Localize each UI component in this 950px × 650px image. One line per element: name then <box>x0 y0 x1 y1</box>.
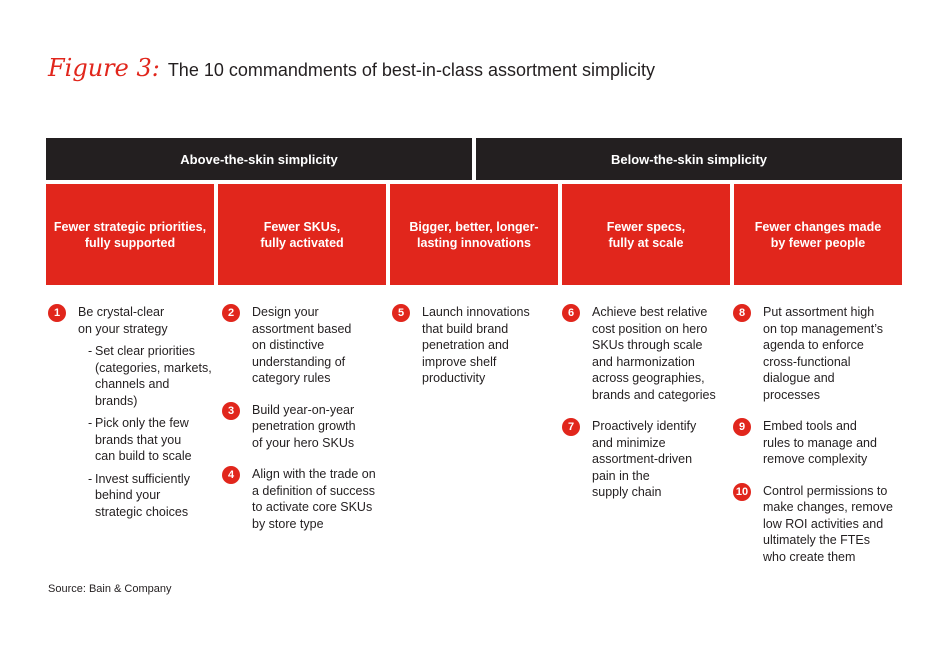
text-line: brands and categories <box>592 387 716 402</box>
category-specs <box>562 184 730 285</box>
column-4 <box>562 304 732 516</box>
text-line: Proactively identify <box>592 419 697 433</box>
text-line: channels and brands) <box>95 377 170 408</box>
text-line: remove complexity <box>763 452 868 466</box>
text-line: Control permissions to <box>763 483 888 498</box>
text-line: can build to scale <box>95 449 192 463</box>
text-line: across geographies, <box>592 371 705 385</box>
text-line: strategic choices <box>95 504 189 519</box>
commandment-item <box>733 304 903 403</box>
category-innovations <box>390 184 558 285</box>
text-line: by store type <box>252 516 324 531</box>
number-badge: 6 <box>562 304 580 322</box>
text-line: (categories, markets, <box>95 360 212 375</box>
commandment-text <box>78 304 213 337</box>
text-line: cross-functional <box>763 354 851 369</box>
text-line: penetration and <box>422 338 509 352</box>
commandment-text <box>252 304 387 387</box>
sub-point: - Invest sufficiently behind your strategic choices <box>88 471 213 521</box>
text-line: Be crystal-clear <box>78 305 165 319</box>
column-5 <box>733 304 903 580</box>
text-line: improve shelf <box>422 354 497 369</box>
commandment-item <box>733 418 903 468</box>
commandment-item <box>562 304 732 403</box>
category-line: Fewer SKUs, <box>263 219 341 234</box>
text-line: Invest sufficiently <box>95 471 190 486</box>
sub-point: - Pick only the few brands that you can build to scale <box>88 415 213 465</box>
figure-label: Figure 3: <box>48 54 160 82</box>
number-badge: 8 <box>733 304 751 322</box>
commandment-item <box>392 304 557 387</box>
number-badge: 10 <box>733 483 751 501</box>
commandment-item <box>222 304 387 387</box>
number-badge: 4 <box>222 466 240 484</box>
commandment-item <box>562 418 732 501</box>
category-line: lasting innovations <box>417 235 531 250</box>
text-line: assortment-driven <box>592 452 693 466</box>
text-line: penetration growth <box>252 419 356 433</box>
text-line: and harmonization <box>592 354 695 369</box>
sub-point-list <box>78 343 213 520</box>
figure-title-text: The 10 commandments of best-in-class assortment simplicity <box>167 60 655 80</box>
text-line: that build brand <box>422 321 509 336</box>
text-line: Launch innovations <box>422 305 530 319</box>
text-line: of your hero SKUs <box>252 435 355 450</box>
category-line: Fewer changes made <box>754 219 882 234</box>
text-line: agenda to enforce <box>763 338 864 352</box>
text-line: on distinctive <box>252 338 325 352</box>
header-above-the-skin: Above-the-skin simplicity <box>46 138 472 180</box>
text-line: category rules <box>252 371 331 385</box>
text-line: Put assortment high <box>763 305 875 319</box>
commandment-text <box>763 483 903 566</box>
text-line: Build year-on-year <box>252 402 355 417</box>
commandment-item <box>222 466 387 532</box>
commandment-item <box>48 304 213 520</box>
category-line: fully supported <box>84 235 176 250</box>
text-line: Align with the trade on <box>252 467 376 481</box>
text-line: processes <box>763 387 820 402</box>
text-line: on your strategy <box>78 321 168 336</box>
text-line: on top management’s <box>763 321 883 336</box>
number-badge: 9 <box>733 418 751 436</box>
text-line: pain in the <box>592 468 650 483</box>
figure-title <box>48 54 655 82</box>
text-line: low ROI activities and <box>763 516 884 531</box>
column-2 <box>222 304 387 547</box>
text-line: and minimize <box>592 435 666 450</box>
commandment-text <box>763 418 903 468</box>
commandment-text <box>592 304 732 403</box>
text-line: productivity <box>422 371 486 385</box>
category-line: Fewer specs, <box>606 219 686 234</box>
text-line: Design your <box>252 305 319 319</box>
category-line: Fewer strategic priorities, <box>53 219 207 234</box>
text-line: rules to manage and <box>763 435 877 450</box>
category-line: fully at scale <box>608 235 684 250</box>
source-note: Source: Bain & Company <box>48 583 172 595</box>
commandment-text <box>763 304 903 403</box>
text-line: SKUs through scale <box>592 338 703 352</box>
text-line: cost position on hero <box>592 321 708 336</box>
text-line: Achieve best relative <box>592 305 708 319</box>
text-line: Pick only the few <box>95 416 189 430</box>
commandment-text <box>252 402 387 452</box>
text-line: a definition of success <box>252 483 375 498</box>
text-line: brands that you <box>95 432 182 447</box>
text-line: assortment based <box>252 321 352 336</box>
number-badge: 2 <box>222 304 240 322</box>
number-badge: 1 <box>48 304 66 322</box>
text-line: dialogue and <box>763 371 835 385</box>
commandment-text <box>422 304 557 387</box>
text-line: Embed tools and <box>763 419 857 433</box>
text-line: behind your <box>95 488 161 502</box>
commandment-text <box>252 466 387 532</box>
text-line: supply chain <box>592 485 662 499</box>
category-strategic-priorities <box>46 184 214 285</box>
text-line: ultimately the FTEs <box>763 533 870 547</box>
number-badge: 3 <box>222 402 240 420</box>
category-skus <box>218 184 386 285</box>
column-1 <box>48 304 213 535</box>
commandment-item <box>222 402 387 452</box>
text-line: understanding of <box>252 354 346 369</box>
text-line: who create them <box>763 549 856 564</box>
number-badge: 5 <box>392 304 410 322</box>
text-line: make changes, remove <box>763 500 893 514</box>
commandment-item <box>733 483 903 566</box>
category-line: fully activated <box>260 235 344 250</box>
number-badge: 7 <box>562 418 580 436</box>
text-line: to activate core SKUs <box>252 500 373 514</box>
category-changes <box>734 184 902 285</box>
column-3 <box>392 304 557 402</box>
header-below-the-skin: Below-the-skin simplicity <box>476 138 902 180</box>
category-line: by fewer people <box>770 235 866 250</box>
sub-point: - Set clear priorities (categories, markets, channels and brands) <box>88 344 212 408</box>
category-line: Bigger, better, longer- <box>409 219 539 234</box>
commandment-text <box>592 418 732 501</box>
text-line: Set clear priorities <box>95 344 196 358</box>
